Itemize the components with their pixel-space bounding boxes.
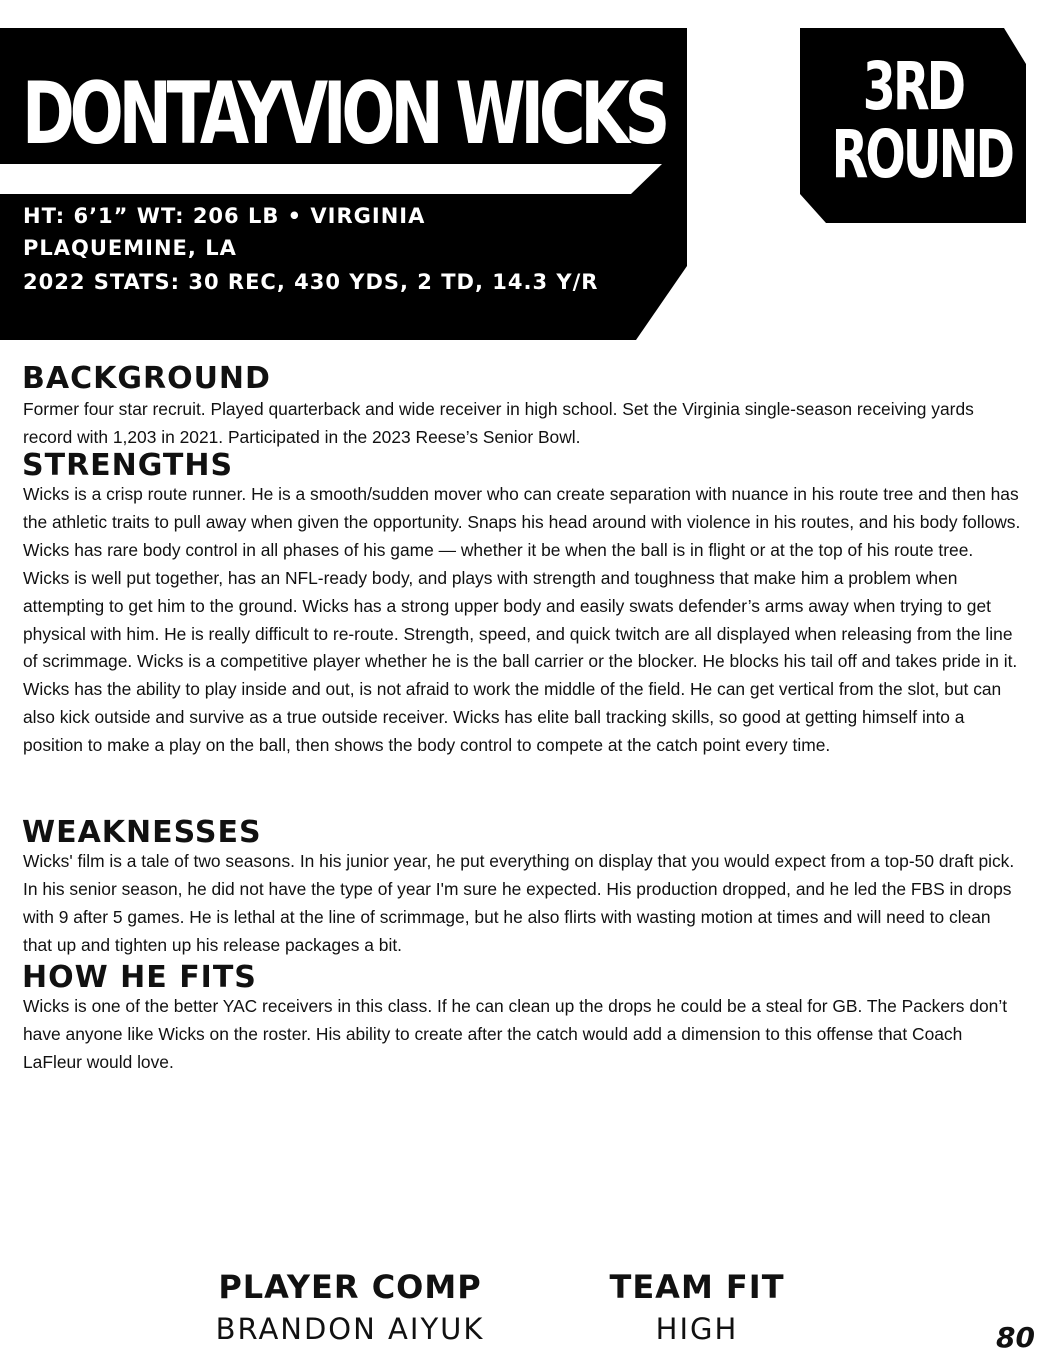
weaknesses-heading: WEAKNESSES <box>22 815 262 850</box>
background-heading: BACKGROUND <box>22 361 271 396</box>
player-name: DONTAYVION WICKS <box>22 64 666 164</box>
player-comp-value: BRANDON AIYUK <box>215 1312 485 1346</box>
player-stats: 2022 STATS: 30 REC, 430 YDS, 2 TD, 14.3 Y/R <box>23 270 599 294</box>
how-he-fits-heading: HOW HE FITS <box>22 960 257 995</box>
round-label: ROUND <box>831 116 1013 193</box>
player-measurements: HT: 6’1” WT: 206 LB • VIRGINIA <box>23 204 426 228</box>
player-hometown: PLAQUEMINE, LA <box>23 236 237 260</box>
player-comp-label: PLAYER COMP <box>218 1268 482 1306</box>
round-number: 3RD <box>862 48 964 125</box>
strengths-heading: STRENGTHS <box>22 448 234 483</box>
how-he-fits-text: Wicks is one of the better YAC receivers in this class. If he can clean up the drops he could be a steal for GB. The Packers don’t have anyone like Wicks on the roster. His ability to create after the catch would add a dimension to this offense that Coach LaFleur would love. <box>23 996 1008 1072</box>
weaknesses-text: Wicks' film is a tale of two seasons. In his junior year, he put everything on display that you would expect from a top-50 draft pick. In his senior season, he did not have the type of year I'm sure he expected. His production dropped, and he led the FBS in drops with 9 after 5 games. He is lethal at the line of scrimmage, but he also flirts with wasting motion at times and will need to clean that up and tighten up his release packages a bit. <box>23 851 1015 955</box>
round-badge <box>800 28 1026 223</box>
strengths-text: Wicks is a crisp route runner. He is a smooth/sudden mover who can create separation with nuance in his route tree and then has the athletic traits to pull away when given the opportunity. Snaps his head around with violence in his routes, and his body follows. Wicks has rare body control in all phases of his game — whether it be when the ball is in flight or at the top of his route tree. Wicks is well put together, has an NFL-ready body, and plays with strength and toughness that make him a problem when attempting to get him to the ground. Wicks has a strong upper body and easily swats defender’s arms away when trying to get physical with him. He is really difficult to re-route. Strength, speed, and quick twitch are all displayed when releasing from the line of scrimmage. Wicks is a competitive player whether he is the ball carrier or the blocker. He blocks his tail off and takes pride in it. Wicks has the ability to play inside and out, is not afraid to work the middle of the field. He can get vertical from the slot, but can also kick outside and survive as a true outside receiver. Wicks has elite ball tracking skills, so good at getting himself into a position to make a play on the ball, then shows the body control to compete at the catch point every time. <box>23 484 1021 756</box>
background-text: Former four star recruit. Played quarterback and wide receiver in high school. Set the Virginia single-season receiving yards record with 1,203 in 2021. Participated in the 2023 Reese’s Senior Bowl. <box>23 399 974 447</box>
team-fit-value: HIGH <box>655 1312 739 1346</box>
page-number: 80 <box>996 1321 1035 1354</box>
team-fit-label: TEAM FIT <box>609 1268 785 1306</box>
